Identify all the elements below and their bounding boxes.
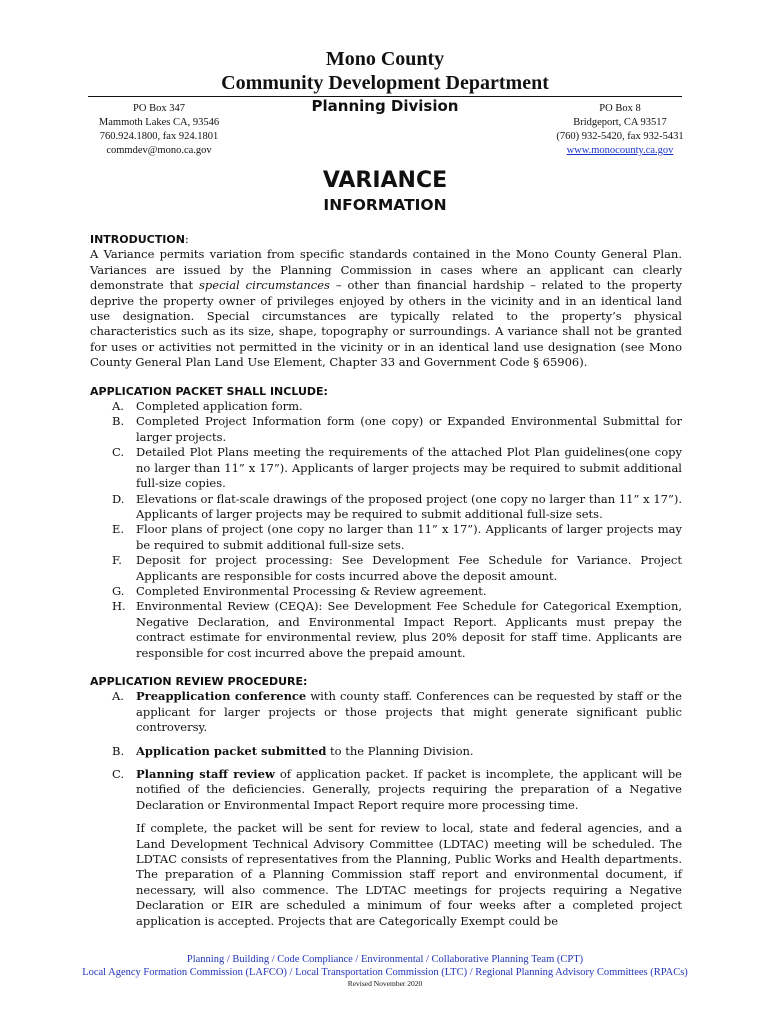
right-city: Bridgeport, CA 93517 [573,117,667,128]
left-email: commdev@mono.ca.gov [106,145,212,156]
step-lead: Application packet submitted [136,743,327,758]
left-po-box: PO Box 347 [133,103,185,114]
list-item [90,522,682,553]
introduction-text [90,247,682,370]
left-city: Mammoth Lakes CA, 93546 [98,117,220,128]
step-lead: Preapplication conference [136,689,307,704]
list-item-text: Floor plans of project (one copy no larger than 11” x 17”). Applicants of larger projects may be required to submit additional full-size sets. [136,522,682,552]
introduction-emphasis: special circumstances [199,278,330,293]
introduction-colon: : [184,232,189,246]
list-letter: G. [112,583,125,598]
review-section [90,674,682,929]
list-item [90,414,682,445]
right-po-box: PO Box 8 [599,103,641,114]
list-item [90,584,682,599]
introduction-heading: INTRODUCTION [90,233,185,246]
list-item-text: to the Planning Division. [326,743,474,758]
right-address-block [545,102,695,158]
review-heading: APPLICATION REVIEW PROCEDURE: [90,674,308,688]
document-subtitle: INFORMATION [323,196,447,214]
left-address-block [84,102,234,158]
county-name: Mono County [325,48,445,70]
list-letter: C. [112,445,125,460]
footer-commissions: Local Agency Formation Commission (LAFCO) / Local Transportation Commission (LTC) / Regional Planning Advisory Committees (RPACs) [82,967,688,978]
list-item-text: Environmental Review (CEQA): See Development Fee Schedule for Categorical Exemption, Negative Declaration, and Environmental Impact Report. Applicants must prepay the contract estimate for environmental review, plus 20% deposit for staff time. Applicants are responsible for cost incurred above the prepaid amount. [136,599,682,660]
list-item [90,492,682,523]
list-letter: B. [112,743,125,758]
list-item-text: Detailed Plot Plans meeting the requirements of the attached Plot Plan guidelines(one copy no larger than 11” x 17”). Applicants of larger projects may be required to submit additional full-size copies. [136,445,682,491]
list-item [90,689,682,735]
introduction-section [90,232,682,371]
department-name: Community Development Department [221,72,549,94]
list-item [90,553,682,584]
list-item-text: with county staff. Conferences can be requested by staff or the applicant for larger projects or those projects that might generate significant public controversy. [136,689,682,735]
list-item-text: Completed application form. [136,399,303,414]
review-list [90,689,682,813]
list-letter: C. [112,767,125,781]
list-letter: E. [112,522,125,537]
right-phone: (760) 932-5420, fax 932-5431 [556,131,684,142]
introduction-text-part-1: A Variance permits variation from specific standards contained in the Mono County General Plan. Variances are issued by the Planning Commission in cases where an applicant can clearly demonstrate that [90,247,682,293]
introduction-text-part-2: – other than financial hardship – related to the property deprive the property owner of privileges enjoyed by others in the vicinity and in an identical land use designation. Special circumstances are typically related to the property’s physical characteristics such as its size, shape, topography or surroundings. A variance shall not be granted for uses or activities not permitted in the vicinity or in an identical land use designation (see Mono County General Plan Land Use Element, Chapter 33 and Government Code § 65906). [90,278,682,370]
packet-section [90,384,682,661]
step-lead: Planning staff review [136,767,275,781]
list-item [90,767,682,813]
list-letter: A. [112,399,124,414]
list-item [90,599,682,661]
website-link[interactable]: www.monocounty.ca.gov [566,145,674,156]
document-body [90,232,682,929]
list-item-text: of application packet. If packet is incomplete, the applicant will be notified of the deficiencies. Generally, projects requiring the preparation of a Negative Declaration or Environmental Impact Report require more processing time. [136,767,682,812]
list-item-text: Completed Environmental Processing & Review agreement. [136,583,487,598]
list-letter: D. [112,491,125,506]
list-item [90,445,682,491]
footer-programs: Planning / Building / Code Compliance / Environmental / Collaborative Planning Team (CPT) [186,954,584,965]
footer-revised-date: Revised November 2020 [347,979,423,988]
list-item-text: Deposit for project processing: See Development Fee Schedule for Variance. Project Applicants are responsible for costs incurred above the deposit amount. [136,553,682,583]
review-continuation-text: If complete, the packet will be sent for review to local, state and federal agencies, and a Land Development Technical Advisory Committee (LDTAC) meeting will be scheduled. The LDTAC consists of representatives from the Planning, Public Works and Health departments. The preparation of a Planning Commission staff report and environmental document, if necessary, will also commence. The LDTAC meetings for projects requiring a Negative Declaration or EIR are scheduled a minimum of four weeks after a completed project application is accepted. Projects that are Categorically Exempt could be [136,821,682,928]
division-name: Planning Division [311,97,459,115]
list-item-text: Elevations or flat-scale drawings of the proposed project (one copy no larger than 11” x 17”). Applicants of larger projects may be required to submit additional full-size sets. [136,491,682,521]
list-letter: F. [112,553,122,568]
list-item [90,744,682,759]
document-title: VARIANCE [322,168,448,193]
packet-list [90,399,682,661]
packet-heading: APPLICATION PACKET SHALL INCLUDE: [90,384,328,398]
list-item-text: Completed Project Information form (one copy) or Expanded Environmental Submittal for larger projects. [136,414,682,444]
list-letter: H. [112,599,126,614]
list-letter: B. [112,414,125,429]
list-item [90,399,682,414]
list-letter: A. [112,689,124,704]
left-phone: 760.924.1800, fax 924.1801 [99,131,219,142]
